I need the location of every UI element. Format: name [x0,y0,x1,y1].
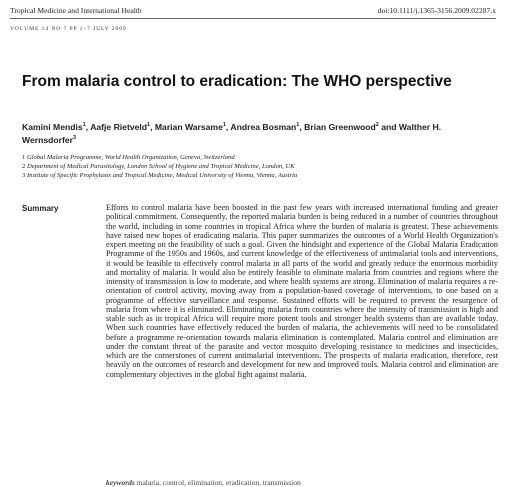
author-name: Aafje Rietveld [90,121,148,132]
header-rule [10,18,496,19]
affiliation-number: 1 [22,154,27,161]
affiliation-text: Department of Medical Parasitology, London School of Hygiene and Tropical Medicine, London, UK [26,163,295,170]
author-name: Walther H. Wernsdorfer [22,121,442,145]
summary-paragraph: Efforts to control malaria have been boosted in the past few years with increased international funding and greater political commitment. Consequently, the reported malaria burden is being reduced in a number of countries throughout the world, including in some countries in tropical Africa where the burden of malaria is greatest. These achievements have raised new hopes of eradicating malaria. This paper summarizes the outcomes of a World Health Organization's expert meeting on the feasibility of such a goal. Given the hindsight and experience of the Global Malaria Eradication Programme of the 1950s and 1960s, and current knowledge of the effectiveness of antimalarial tools and interventions, it would be feasible to effectively control malaria in all parts of the world and greatly reduce the enormous morbidity and mortality of malaria. It would also be entirely feasible to eliminate malaria from countries and regions where the intensity of transmission is low to moderate, and where health systems are strong. Elimination of malaria requires a re-orientation of control activity, moving away from a population-based coverage of interventions, to one based on a programme of effective surveillance and response. Sustained efforts will be required to prevent the resurgence of malaria from where it is eliminated. Eliminating malaria from countries where the intensity of transmission is high and stable such as in tropical Africa will require more potent tools and stronger health systems than are available today. When such countries have effectively reduced the burden of malaria, the achievements will need to be consolidated before a programme re-orientation towards malaria elimination is contemplated. Malaria control and elimination are under the constant threat of the parasite and vector mosquito developing resistance to medicines and insecticides, which are the cornerstones of current antimalarial interventions. The prospects of malaria eradication, therefore, rest heavily on the outcomes of research and development for new and improved tools. Malaria control and elimination are complementary objectives in the global fight against malaria. [106,203,498,379]
summary-label: Summary [22,204,59,213]
affiliation-number: 3 [22,172,27,179]
journal-name: Tropical Medicine and International Health [10,6,142,15]
author-affiliation-mark: 1 [82,122,86,128]
author-name: Marian Warsame [154,121,223,132]
article-title: From malaria control to eradication: The WHO perspective [22,73,452,90]
affiliation-line [22,153,492,162]
author-affiliation-mark: 2 [375,122,379,128]
affiliations [22,153,492,180]
summary-body [106,203,498,379]
author-affiliation-mark: 1 [147,122,151,128]
author-affiliation-mark: 3 [72,134,76,141]
author-name: Brian Greenwood [304,121,376,132]
keywords-label: keywords [106,478,135,487]
author-affiliation-mark: 1 [296,122,300,128]
volume-line: VOLUME 14 NO 7 PP 1–7 JULY 2009 [10,26,127,32]
affiliation-number: 2 [22,163,27,170]
author-name: Kamini Mendis [22,121,83,132]
affiliation-text: Institute of Specific Prophylaxis and Tropical Medicine, Medical University of Vienna, Vienna, Austria [26,172,298,179]
affiliation-line [22,162,492,171]
author-list: Kamini Mendis$^1$, Aafje Rietveld$^1$, Marian Warsame$^1$, Andrea Bosman$^1$, Brian Greenwood$^2$ and Walther H. Wernsdorfer$^3$ [22,121,442,145]
keywords-text: malaria, control, elimination, eradication, transmission [136,478,301,487]
affiliation-text: Global Malaria Programme, World Health Organization, Geneva, Switzerland [26,154,235,161]
running-header [10,6,496,15]
affiliation-line [22,171,492,180]
author-name: Andrea Bosman [230,121,297,132]
doi[interactable]: doi:10.1111/j.1365-3156.2009.02287.x [377,6,496,15]
author-affiliation-mark: 1 [222,122,226,128]
